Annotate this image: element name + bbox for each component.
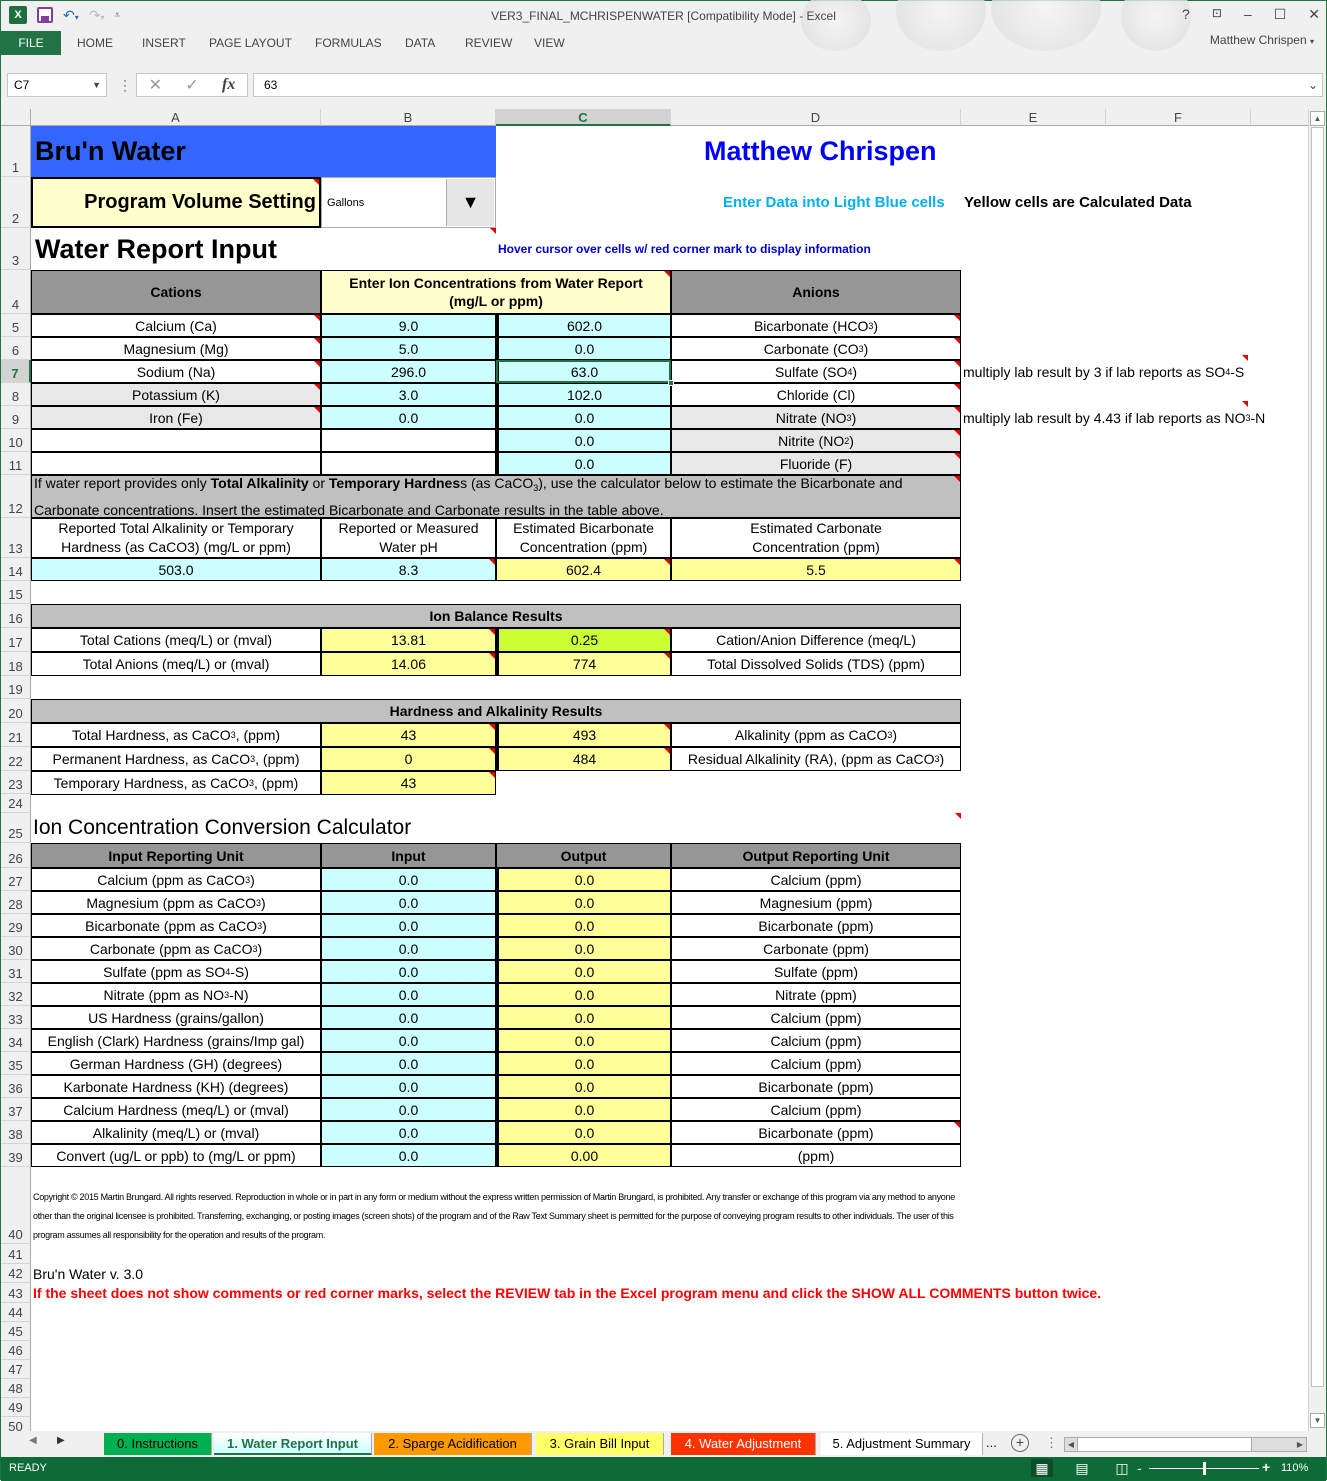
close-icon[interactable]: ✕ [1308,6,1320,22]
anion-name: Carbonate (CO 3 ) [671,337,961,360]
row-header[interactable]: 34 [1,1029,31,1052]
sheet-tab[interactable]: 0. Instructions [104,1433,212,1455]
row-header[interactable]: 44 [1,1303,31,1322]
converter-input[interactable]: 0.0 [321,914,496,937]
expand-formula-icon[interactable]: ⌄ [1307,78,1318,92]
hardness-value: 0 [321,747,496,771]
converter-output: 0.0 [496,1075,671,1098]
redo-icon[interactable]: ↷▾ [88,6,105,23]
row-header[interactable]: 16 [1,604,31,628]
row-header[interactable]: 25 [1,813,31,843]
converter-input[interactable]: 0.0 [321,1029,496,1052]
row-header[interactable]: 39 [1,1144,31,1167]
comment-marker[interactable] [1241,355,1248,362]
cation-value-input[interactable]: 296.0 [321,360,496,383]
converter-input[interactable]: 0.0 [321,1052,496,1075]
est-carbonate-value: 5.5 [671,558,961,581]
converter-output: 0.0 [496,868,671,891]
row-header[interactable]: 48 [1,1379,31,1398]
sheet-tab[interactable]: 2. Sparge Acidification [374,1433,532,1455]
converter-header-input: Input [321,843,496,868]
scroll-thumb[interactable] [1311,127,1324,1387]
anion-name: Bicarbonate (HCO 3 ) [671,314,961,337]
anion-value: 602.0 [566,317,603,334]
anion-value-input[interactable] [496,360,671,383]
anions-header: Anions [671,270,961,314]
converter-input-unit: Calcium (ppm as CaCO 3 ) [31,868,321,891]
zoom-out-icon[interactable]: - [1137,1460,1142,1476]
anion-value: 0.0 [574,432,595,449]
anion-value-input[interactable] [496,383,671,406]
cation-name: Iron (Fe) [31,406,321,429]
chevron-down-icon: ▾ [1309,37,1314,46]
cation-name: Sodium (Na) [31,360,321,383]
cation-name: Calcium (Ca) [31,314,321,337]
volume-setting-label: Program Volume Setting [31,177,321,228]
cation-value-input[interactable]: 0.0 [321,406,496,429]
copyright-notice: Copyright © 2015 Martin Brungard. All rights reserved. Reproduction in whole or in part in any form or medium without the express written permission of Martin Brungard, is prohibited. Any transfer or exchange of this program via any method to anyone other than the original licensee is prohibited. Transferring, exchanging, or posting images (screen shots) of the program and of the Raw Text Summary sheet is permitted for the purpose of conveying program results to other individuals. The user of this program assumes all responsibility for the operation and results of the program. [33,1191,955,1240]
row-header[interactable]: 7 [1,360,31,383]
tab-page-layout[interactable]: PAGE LAYOUT [209,36,292,50]
column-header-d[interactable]: D [671,109,961,126]
row-header[interactable]: 31 [1,960,31,983]
splitter-icon[interactable]: ⋮ [1045,1435,1058,1450]
converter-output: 0.0 [496,1121,671,1144]
converter-input-unit: US Hardness (grains/gallon) [31,1006,321,1029]
legend-blue-cells: Enter Data into Light Blue cells [723,194,945,211]
row-header[interactable]: 10 [1,429,31,452]
converter-input[interactable]: 0.0 [321,937,496,960]
help-icon[interactable]: ? [1182,6,1190,22]
comment-marker[interactable] [1241,401,1248,408]
row-header[interactable]: 35 [1,1052,31,1075]
row-header[interactable]: 37 [1,1098,31,1121]
row-header[interactable]: 3 [1,228,31,270]
row-header[interactable]: 30 [1,937,31,960]
cation-name: Potassium (K) [31,383,321,406]
converter-input[interactable]: 0.0 [321,1006,496,1029]
converter-output: 0.0 [496,891,671,914]
tab-home[interactable]: HOME [77,36,113,50]
version-label: Bru'n Water v. 3.0 [33,1265,144,1282]
converter-header-output-unit: Output Reporting Unit [671,843,961,868]
enter-icon[interactable]: ✓ [185,77,199,94]
row-header[interactable]: 6 [1,337,31,360]
row-header[interactable]: 17 [1,628,31,652]
hardness-label: Permanent Hardness, as CaCO 3 , (ppm) [31,747,321,771]
converter-header-input-unit: Input Reporting Unit [31,843,321,868]
formula-input[interactable] [253,73,1323,97]
select-all-corner[interactable] [1,109,31,126]
converter-output-unit: (ppm) [671,1144,961,1167]
hardness-title: Hardness and Alkalinity Results [31,699,961,723]
cation-value-input[interactable]: 3.0 [321,383,496,406]
user-account[interactable] [1210,33,1314,47]
name-box-value: C7 [14,78,30,92]
alkalinity-value: 484 [496,747,671,771]
alkalinity-input[interactable]: 503.0 [31,558,321,581]
comment-marker[interactable] [489,228,496,235]
scroll-left-icon[interactable]: ◀ [1067,1440,1075,1449]
sheet-tab[interactable]: 1. Water Report Input [214,1433,372,1455]
anion-value-input[interactable] [496,337,671,360]
ph-header: Reported or Measured Water pH [321,518,496,558]
concentration-header: Enter Ion Concentrations from Water Report (mg/L or ppm) [321,270,671,314]
anion-name: Nitrate (NO 3 ) [671,406,961,429]
alkalinity-label: Alkalinity (ppm as CaCO 3 ) [671,723,961,747]
converter-output: 0.00 [496,1144,671,1167]
tab-file[interactable]: FILE [1,31,61,55]
zoom-slider-knob[interactable] [1203,1462,1206,1475]
cation-name [31,429,321,452]
est-bicarbonate-value: 602.4 [496,558,671,581]
hardness-value: 43 [321,771,496,795]
row-header[interactable]: 15 [1,581,31,604]
formula-value: 63 [264,78,278,92]
row-header[interactable]: 12 [1,475,31,518]
note-text: multiply lab result by 4.43 if lab reports as NO [963,409,1246,426]
sheet-tab-bar [1,1431,1326,1457]
converter-output-unit: Calcium (ppm) [671,1098,961,1121]
ribbon-tabs [1,31,1326,57]
author-name: Matthew Chrispen [704,136,937,166]
comments-warning: If the sheet does not show comments or red corner marks, select the REVIEW tab in the Excel program menu and click the SHOW ALL COMMENTS button twice. [33,1285,1102,1301]
row-header[interactable]: 24 [1,794,31,813]
cation-anion-diff-label: Cation/Anion Difference (meq/L) [671,628,961,652]
converter-input-unit: Karbonate Hardness (KH) (degrees) [31,1075,321,1098]
instructions-text: If water report provides only Total Alkalinity or Temporary Hardness (as CaCO$_3$), use the calculator below to estimate the Bicarbonate and Carbonate concentrations. Insert the estimated Bicarbonate and Carbonate results in the table above. [34,475,903,518]
ph-input[interactable]: 8.3 [321,558,496,581]
column-header-c[interactable]: C [496,109,671,126]
row-header[interactable]: 11 [1,452,31,475]
est-bicarbonate-header: Estimated Bicarbonate Concentration (ppm) [496,518,671,558]
row-header[interactable]: 41 [1,1244,31,1264]
note-subscript: 3 [1245,412,1251,423]
user-name: Matthew Chrispen [1209,33,1307,47]
tab-formulas[interactable]: FORMULAS [315,36,382,50]
converter-output-unit: Nitrate (ppm) [671,983,961,1006]
window-controls [1182,6,1320,23]
converter-output-unit: Magnesium (ppm) [671,891,961,914]
cation-value-input [321,429,496,452]
total-cations-value: 13.81 [321,628,496,652]
sheet-tab[interactable]: 5. Adjustment Summary [821,1433,983,1455]
converter-output-unit: Calcium (ppm) [671,1029,961,1052]
volume-setting-dropdown[interactable] [321,177,496,228]
row-header[interactable]: 50 [1,1417,31,1431]
converter-output-unit: Bicarbonate (ppm) [671,1121,961,1144]
row-header[interactable]: 22 [1,747,31,771]
row-header[interactable]: 13 [1,518,31,558]
alkalinity-instructions [31,475,961,518]
row-header[interactable]: 27 [1,868,31,891]
status-bar [1,1457,1326,1481]
sheet-tab[interactable]: 4. Water Adjustment [671,1433,816,1455]
converter-output-unit: Calcium (ppm) [671,1052,961,1075]
sheet-tab[interactable]: 3. Grain Bill Input [536,1433,664,1455]
column-header-f[interactable]: F [1106,109,1251,126]
converter-output: 0.0 [496,937,671,960]
fill-handle[interactable] [668,380,674,386]
anion-name: Nitrite (NO 2 ) [671,429,961,452]
alkalinity-label: Residual Alkalinity (RA), (ppm as CaCO 3 ) [671,747,961,771]
anion-value: 0.0 [574,455,595,472]
add-sheet-icon[interactable]: + [1011,1434,1029,1452]
alkalinity-value: 493 [496,723,671,747]
converter-input-unit: English (Clark) Hardness (grains/Imp gal) [31,1029,321,1052]
converter-output-unit: Bicarbonate (ppm) [671,1075,961,1098]
row-header[interactable]: 38 [1,1121,31,1144]
anion-value: 0.0 [574,340,595,357]
converter-output: 0.0 [496,1098,671,1121]
row-header[interactable]: 21 [1,723,31,747]
sulfate-note [963,360,1244,383]
converter-input-unit: Calcium Hardness (meq/L) or (mval) [31,1098,321,1121]
converter-output: 0.0 [496,1052,671,1075]
cations-header: Cations [31,270,321,314]
section-title-water-report: Water Report Input [35,233,277,264]
row-header[interactable]: 43 [1,1283,31,1303]
more-tabs-button[interactable]: ... [986,1435,997,1450]
converter-output: 0.0 [496,1029,671,1052]
anion-value-input[interactable] [496,406,671,429]
hardness-value: 43 [321,723,496,747]
dropdown-arrow-icon[interactable]: ▼ [446,179,494,226]
page-break-view-icon[interactable]: ◫ [1115,1459,1129,1476]
row-header[interactable]: 23 [1,771,31,794]
row-header[interactable]: 42 [1,1264,31,1283]
ribbon-display-icon[interactable]: ⊡ [1211,6,1222,20]
converter-input[interactable]: 0.0 [321,960,496,983]
converter-output: 0.0 [496,1006,671,1029]
status-mode: READY [9,1462,47,1474]
row-header[interactable]: 40 [1,1167,31,1244]
comment-marker[interactable] [954,813,961,820]
row-header[interactable]: 5 [1,314,31,337]
anion-name: Sulfate (SO 4 ) [671,360,961,383]
scroll-up-icon[interactable]: ▲ [1310,111,1325,126]
cation-value-input[interactable]: 9.0 [321,314,496,337]
row-header[interactable]: 46 [1,1341,31,1360]
row-header[interactable]: 45 [1,1322,31,1341]
total-cations-label: Total Cations (meq/L) or (mval) [31,628,321,652]
zoom-in-icon[interactable]: + [1262,1459,1271,1475]
window-title: VER3_FINAL_MCHRISPENWATER [Compatibility Mode] - Excel [491,9,836,23]
tab-view[interactable]: VIEW [534,36,565,50]
converter-input[interactable]: 0.0 [321,1075,496,1098]
scroll-thumb[interactable] [1077,1438,1252,1451]
converter-output-unit: Calcium (ppm) [671,868,961,891]
total-anions-label: Total Anions (meq/L) or (mval) [31,652,321,676]
row-header[interactable]: 36 [1,1075,31,1098]
zoom-slider[interactable] [1149,1468,1259,1469]
tab-scroll-left-icon[interactable]: ◀ [29,1435,37,1446]
maximize-icon[interactable]: ☐ [1273,6,1287,22]
converter-input-unit: Alkalinity (meq/L) or (mval) [31,1121,321,1144]
est-carbonate-header: Estimated Carbonate Concentration (ppm) [671,518,961,558]
column-header-b[interactable]: B [321,109,496,126]
title-bar [1,1,1326,31]
tab-scroll-right-icon[interactable]: ▶ [57,1435,65,1446]
row-header[interactable]: 4 [1,270,31,314]
hover-hint: Hover cursor over cells w/ red corner mark to display information [498,242,871,256]
scroll-right-icon[interactable]: ▶ [1296,1440,1304,1449]
converter-input[interactable]: 0.0 [321,1144,496,1167]
hardness-label: Temporary Hardness, as CaCO 3 , (ppm) [31,771,321,795]
tab-review[interactable]: REVIEW [465,36,513,50]
cation-value-input[interactable]: 5.0 [321,337,496,360]
excel-logo-icon: X [9,6,27,24]
converter-input-unit: Carbonate (ppm as CaCO 3 ) [31,937,321,960]
converter-output: 0.0 [496,983,671,1006]
app-title-banner: Bru'n Water [31,126,496,177]
undo-icon[interactable]: ↶▾ [63,6,79,23]
converter-input-unit: German Hardness (GH) (degrees) [31,1052,321,1075]
insert-function-icon[interactable]: fx [222,76,236,93]
formula-bar [1,71,1326,101]
total-anions-value: 14.06 [321,652,496,676]
converter-input[interactable]: 0.0 [321,1098,496,1121]
note-text: multiply lab result by 3 if lab reports as SO [963,363,1226,380]
note-text: -S [1230,363,1245,380]
converter-header-output: Output [496,843,671,868]
row-header[interactable]: 33 [1,1006,31,1029]
volume-setting-value: Gallons [327,196,365,209]
column-header-blank [1251,109,1308,126]
tab-insert[interactable]: INSERT [142,36,186,50]
row-header[interactable]: 28 [1,891,31,914]
converter-output-unit: Calcium (ppm) [671,1006,961,1029]
converter-input[interactable]: 0.0 [321,1121,496,1144]
minimize-icon[interactable]: – [1243,6,1252,22]
row-header[interactable]: 20 [1,699,31,723]
scroll-down-icon[interactable]: ▼ [1310,1413,1325,1428]
anion-value: 102.0 [566,386,603,403]
legend-yellow-cells: Yellow cells are Calculated Data [964,194,1192,211]
row-header[interactable]: 49 [1,1398,31,1417]
converter-output: 0.0 [496,914,671,937]
row-header[interactable]: 2 [1,177,31,228]
column-header-a[interactable]: A [31,109,321,126]
cancel-icon[interactable]: ✕ [148,77,163,94]
grip-icon: ⋮ [118,77,132,93]
row-header[interactable]: 29 [1,914,31,937]
name-box[interactable] [7,73,107,97]
row-header[interactable]: 32 [1,983,31,1006]
note-text: -N [1250,409,1266,426]
horizontal-scrollbar[interactable] [1064,1437,1307,1452]
normal-view-icon[interactable]: ▦ [1031,1459,1053,1477]
page-layout-view-icon[interactable]: ▤ [1075,1459,1089,1476]
row-header[interactable]: 18 [1,652,31,676]
row-header[interactable]: 1 [1,126,31,177]
ion-balance-title: Ion Balance Results [31,604,961,628]
chevron-down-icon: ▼ [92,80,101,90]
converter-output-unit: Sulfate (ppm) [671,960,961,983]
anion-value: 0.0 [574,409,595,426]
converter-input-unit: Magnesium (ppm as CaCO 3 ) [31,891,321,914]
tds-value: 774 [496,652,671,676]
cation-name: Magnesium (Mg) [31,337,321,360]
column-header-e[interactable]: E [961,109,1106,126]
converter-input[interactable]: 0.0 [321,983,496,1006]
anion-name: Chloride (Cl) [671,383,961,406]
row-header[interactable]: 26 [1,843,31,868]
converter-input-unit: Convert (ug/L or ppb) to (mg/L or ppm) [31,1144,321,1167]
anion-value-input[interactable] [496,429,671,452]
spreadsheet-grid[interactable] [1,109,1308,1431]
customize-qat-icon[interactable]: ⩡ [114,9,121,21]
converter-input-unit: Bicarbonate (ppm as CaCO 3 ) [31,914,321,937]
converter-title: Ion Concentration Conversion Calculator [33,816,412,839]
tds-label: Total Dissolved Solids (TDS) (ppm) [671,652,961,676]
vertical-scrollbar[interactable] [1308,109,1326,1431]
anion-value: 63.0 [570,363,599,380]
converter-output: 0.0 [496,960,671,983]
nitrate-note [963,406,1265,429]
converter-input[interactable]: 0.0 [321,868,496,891]
note-subscript: 4 [1225,366,1231,377]
row-header[interactable]: 9 [1,406,31,429]
anion-value-input[interactable] [496,314,671,337]
row-header[interactable]: 19 [1,676,31,699]
converter-input-unit: Sulfate (ppm as SO 4 -S) [31,960,321,983]
zoom-level[interactable]: 110% [1281,1462,1309,1474]
hardness-label: Total Hardness, as CaCO 3 , (ppm) [31,723,321,747]
alkalinity-header: Reported Total Alkalinity or Temporary Hardness (as CaCO3) (mg/L or ppm) [31,518,321,558]
cation-anion-diff-value: 0.25 [496,628,671,652]
row-header[interactable]: 8 [1,383,31,406]
converter-output-unit: Carbonate (ppm) [671,937,961,960]
formula-buttons [136,73,248,97]
row-header[interactable]: 14 [1,558,31,581]
anion-name: Fluoride (F) [671,452,961,475]
view-buttons [1031,1459,1133,1477]
converter-input-unit: Nitrate (ppm as NO 3 -N) [31,983,321,1006]
tab-data[interactable]: DATA [405,36,436,50]
converter-output-unit: Bicarbonate (ppm) [671,914,961,937]
converter-input[interactable]: 0.0 [321,891,496,914]
row-header[interactable]: 47 [1,1360,31,1379]
